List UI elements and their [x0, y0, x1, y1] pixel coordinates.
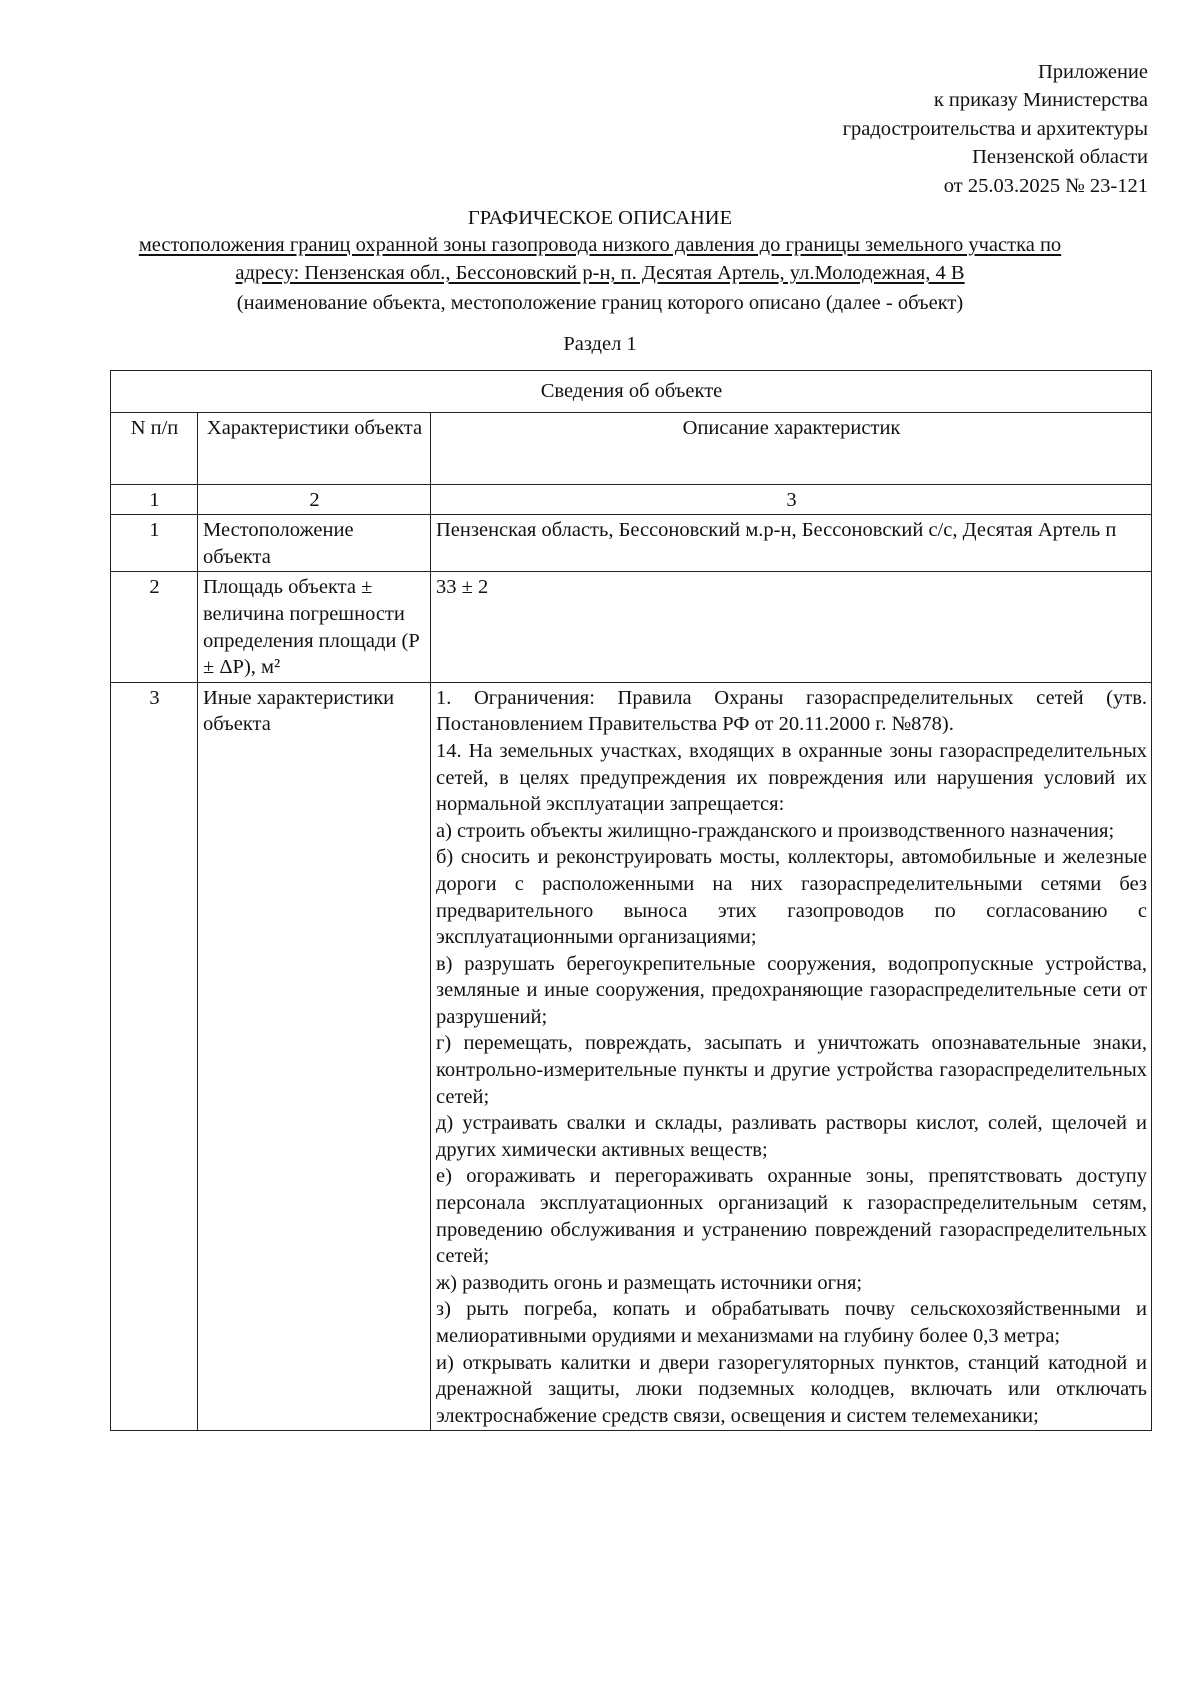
document-caption: (наименование объекта, местоположение границ которого описано (далее - объект) [236, 292, 964, 314]
attachment-note [843, 58, 1148, 200]
column-number-row [111, 484, 1152, 515]
column-number: 2 [198, 484, 431, 515]
row-number: 1 [111, 515, 198, 572]
table-title-row [111, 371, 1152, 413]
table-row [111, 515, 1152, 572]
restriction-paragraph: д) устраивать свалки и склады, разливать растворы кислот, солей, щелочей и других химически активных веществ; [436, 1112, 1148, 1161]
table-row [111, 682, 1152, 1431]
header-characteristics: Характеристики объекта [198, 412, 431, 484]
attachment-line: Пензенской области [972, 146, 1148, 169]
restriction-paragraph: в) разрушать берегоукрепительные сооружения, водопропускные устройства, земляные и иные сооружения, предохраняющие газораспределительные сети от разрушений; [436, 952, 1148, 1028]
table-header-row [111, 412, 1152, 484]
restriction-paragraph: е) огораживать и перегораживать охранные зоны, препятствовать доступу персонала эксплуатационных организаций к газораспределительным сетям, проведению обслуживания и устранению повреждений газораспределительных сетей; [436, 1165, 1148, 1268]
object-info-table [110, 370, 1152, 1431]
table-row [111, 572, 1152, 682]
row-description: Пензенская область, Бессоновский м.р-н, Бессоновский с/с, Десятая Артель п [431, 515, 1152, 572]
restriction-paragraph: 1. Ограничения: Правила Охраны газораспределительных сетей (утв. Постановлением Правительства РФ от 20.11.2000 г. №878). [436, 686, 1148, 736]
row-description [431, 682, 1152, 1431]
restriction-paragraph: з) рыть погреба, копать и обрабатывать почву сельскохозяйственными и мелиоративными орудиями и механизмами на глубину более 0,3 метра; [436, 1298, 1148, 1347]
restriction-paragraph: а) строить объекты жилищно-гражданского и производственного назначения; [436, 819, 1115, 842]
header-number: N п/п [111, 412, 198, 484]
row-number: 3 [111, 682, 198, 1431]
header-description: Описание характеристик [431, 412, 1152, 484]
document-subtitle: местоположения границ охранной зоны газопровода низкого давления до границы земельного участка по адресу: Пензенская обл., Бессоновский р-н, п. Десятая Артель, ул.Молодежная, 4 В [138, 234, 1062, 284]
restriction-paragraph: 14. На земельных участках, входящих в охранные зоны газораспределительных сетей, в целях предупреждения их повреждения или нарушения условий их нормальной эксплуатации запрещается: [436, 739, 1148, 816]
restriction-paragraph: ж) разводить огонь и размещать источники огня; [436, 1271, 863, 1294]
attachment-line: градостроительства и архитектуры [842, 117, 1148, 140]
document-title: ГРАФИЧЕСКОЕ ОПИСАНИЕ [467, 207, 733, 229]
restriction-paragraph: и) открывать калитки и двери газорегуляторных пунктов, станций катодной и дренажной защиты, люки подземных колодцев, включать или отключать электроснабжение средств связи, освещения и систем телемеханики; [436, 1351, 1148, 1427]
attachment-line: от 25.03.2025 № 23-121 [943, 174, 1148, 197]
attachment-line: к приказу Министерства [933, 89, 1148, 112]
row-number: 2 [111, 572, 198, 682]
row-name: Иные характеристики объекта [198, 682, 431, 1431]
column-number: 1 [111, 484, 198, 515]
restriction-paragraph: б) сносить и реконструировать мосты, коллекторы, автомобильные и железные дороги с расположенными на них газораспределительными сетями без предварительного выноса этих газопроводов по согласованию с эксплуатационными организациями; [436, 846, 1148, 949]
section-heading: Раздел 1 [563, 333, 637, 355]
table-title: Сведения об объекте [111, 371, 1152, 413]
row-description: 33 ± 2 [431, 572, 1152, 682]
row-name: Местоположение объекта [198, 515, 431, 572]
attachment-line: Приложение [1037, 61, 1148, 83]
row-name: Площадь объекта ± величина погрешности определения площади (P ± ΔP), м² [198, 572, 431, 682]
restriction-paragraph: г) перемещать, повреждать, засыпать и уничтожать опознавательные знаки, контрольно-измерительные пункты и другие устройства газораспределительных сетей; [436, 1032, 1148, 1108]
column-number: 3 [431, 484, 1152, 515]
